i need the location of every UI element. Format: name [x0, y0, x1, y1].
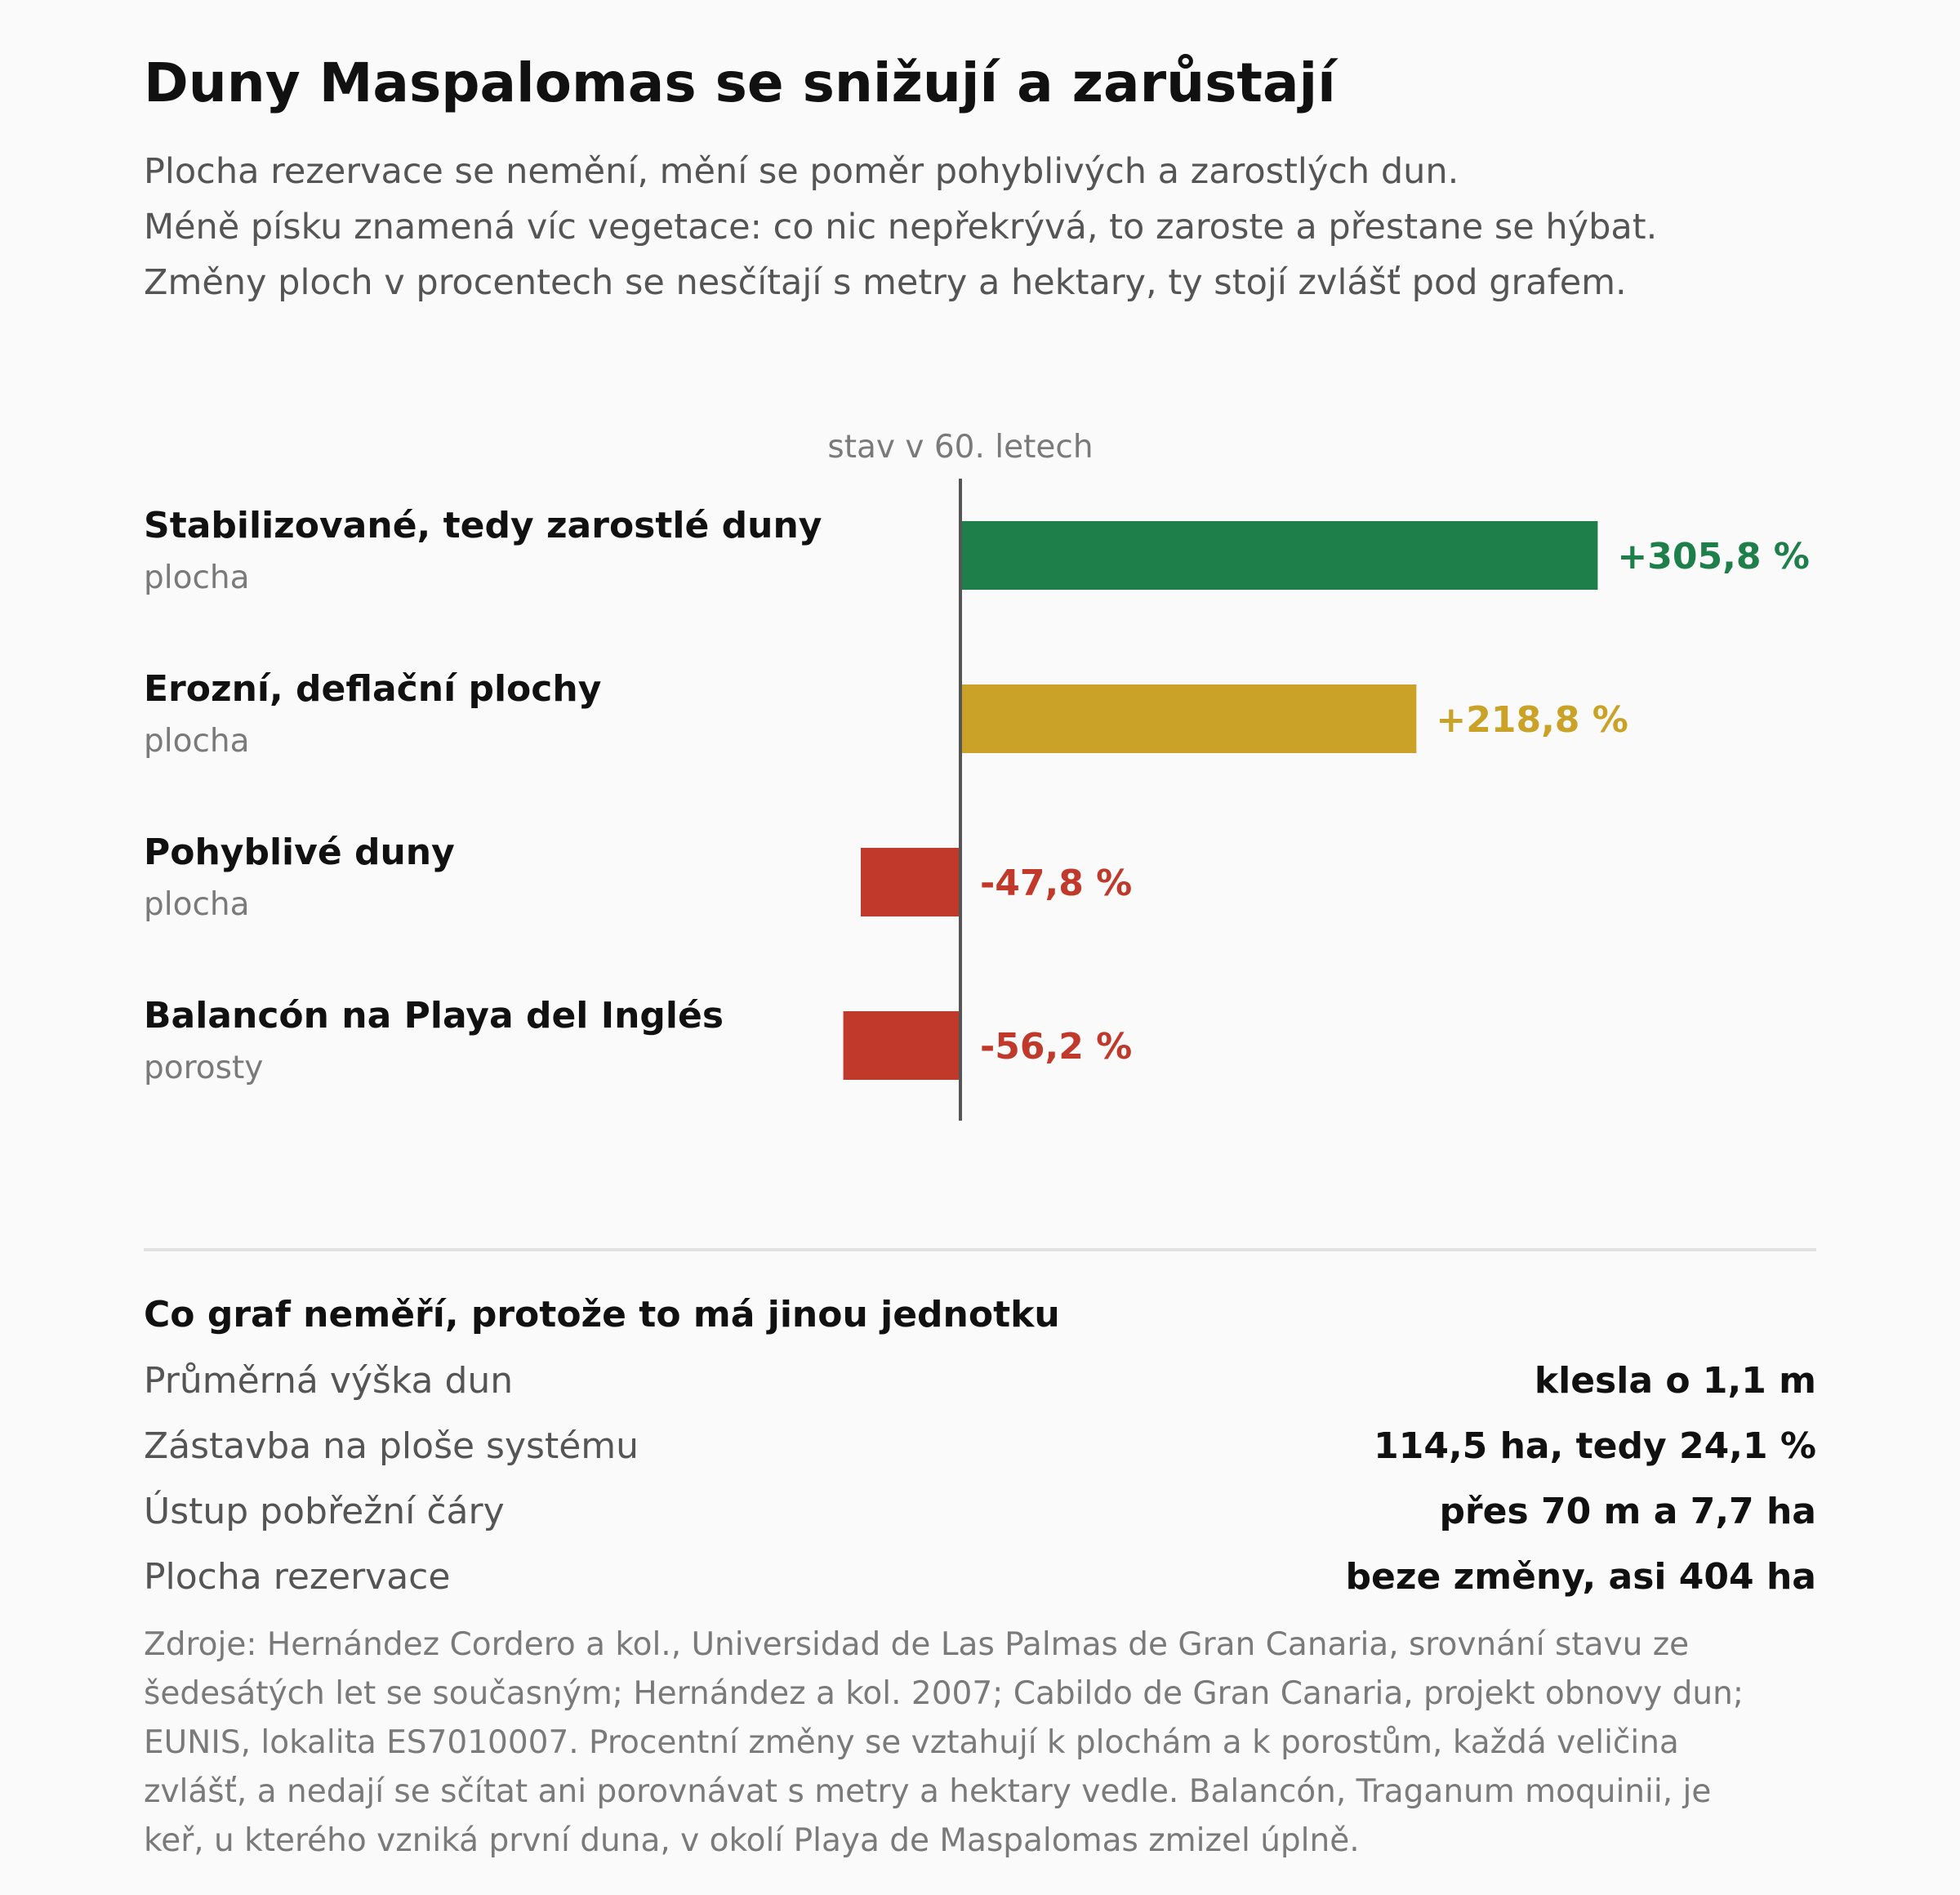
- source-line: EUNIS, lokalita ES7010007. Procentní změny se vztahují k plochám a k porostům, každá veličina: [144, 1724, 1679, 1761]
- note-value: beze změny, asi 404 ha: [1345, 1555, 1816, 1598]
- value-label: -47,8 %: [980, 863, 1133, 904]
- note-label: Průměrná výška dun: [144, 1359, 514, 1402]
- source-line: Zdroje: Hernández Cordero a kol., Universidad de Las Palmas de Gran Canaria, srovnání stavu ze: [144, 1626, 1690, 1663]
- note-value: klesla o 1,1 m: [1534, 1359, 1816, 1402]
- bar: [960, 684, 1416, 753]
- category-label: Balancón na Playa del Inglés: [144, 995, 724, 1037]
- subtitle: [144, 144, 1842, 310]
- note-label: Plocha rezervace: [144, 1555, 451, 1598]
- category-label: Pohyblivé duny: [144, 832, 455, 873]
- note-label: Zástavba na ploše systému: [144, 1425, 639, 1467]
- category-label: Erozní, deflační plochy: [144, 668, 602, 710]
- bar: [960, 521, 1597, 590]
- bar: [844, 1011, 960, 1080]
- note-row: [144, 1478, 1816, 1544]
- subtitle-line: Plocha rezervace se nemění, mění se poměr pohyblivých a zarostlých dun.: [144, 151, 1459, 192]
- value-label: +305,8 %: [1617, 536, 1810, 577]
- category-sublabel: porosty: [144, 1050, 264, 1086]
- category-sublabel: plocha: [144, 560, 250, 596]
- note-value: přes 70 m a 7,7 ha: [1439, 1490, 1816, 1532]
- subtitle-line: Méně písku znamená víc vegetace: co nic nepřekrývá, to zaroste a přestane se hýbat.: [144, 207, 1658, 247]
- chart-title: Duny Maspalomas se snižují a zarůstají: [144, 51, 1336, 114]
- notes-heading: Co graf neměří, protože to má jinou jednotku: [144, 1294, 1060, 1335]
- notes-section: [144, 1248, 1816, 1609]
- source-line: keř, u kterého vzniká první duna, v okolí Playa de Maspalomas zmizel úplně.: [144, 1822, 1360, 1859]
- category-sublabel: plocha: [144, 886, 250, 923]
- baseline-label: stav v 60. letech: [827, 429, 1094, 466]
- value-label: -56,2 %: [980, 1026, 1133, 1068]
- bar-chart: [0, 408, 1960, 1144]
- note-label: Ústup pobřežní čáry: [144, 1490, 505, 1532]
- value-label: +218,8 %: [1436, 699, 1628, 741]
- source-line: šedesátých let se současným; Hernández a kol. 2007; Cabildo de Gran Canaria, projekt obnovy dun;: [144, 1675, 1744, 1712]
- source-note: [144, 1621, 1842, 1866]
- note-row: [144, 1413, 1816, 1478]
- note-row: [144, 1544, 1816, 1609]
- note-row: [144, 1348, 1816, 1413]
- category-sublabel: plocha: [144, 723, 250, 760]
- subtitle-line: Změny ploch v procentech se nesčítají s metry a hektary, ty stojí zvlášť pod grafem.: [144, 262, 1627, 303]
- source-line: zvlášť, a nedají se sčítat ani porovnávat s metry a hektary vedle. Balancón, Traganum moquinii, je: [144, 1773, 1712, 1810]
- note-value: 114,5 ha, tedy 24,1 %: [1374, 1425, 1816, 1467]
- category-label: Stabilizované, tedy zarostlé duny: [144, 505, 822, 546]
- bar: [861, 848, 960, 916]
